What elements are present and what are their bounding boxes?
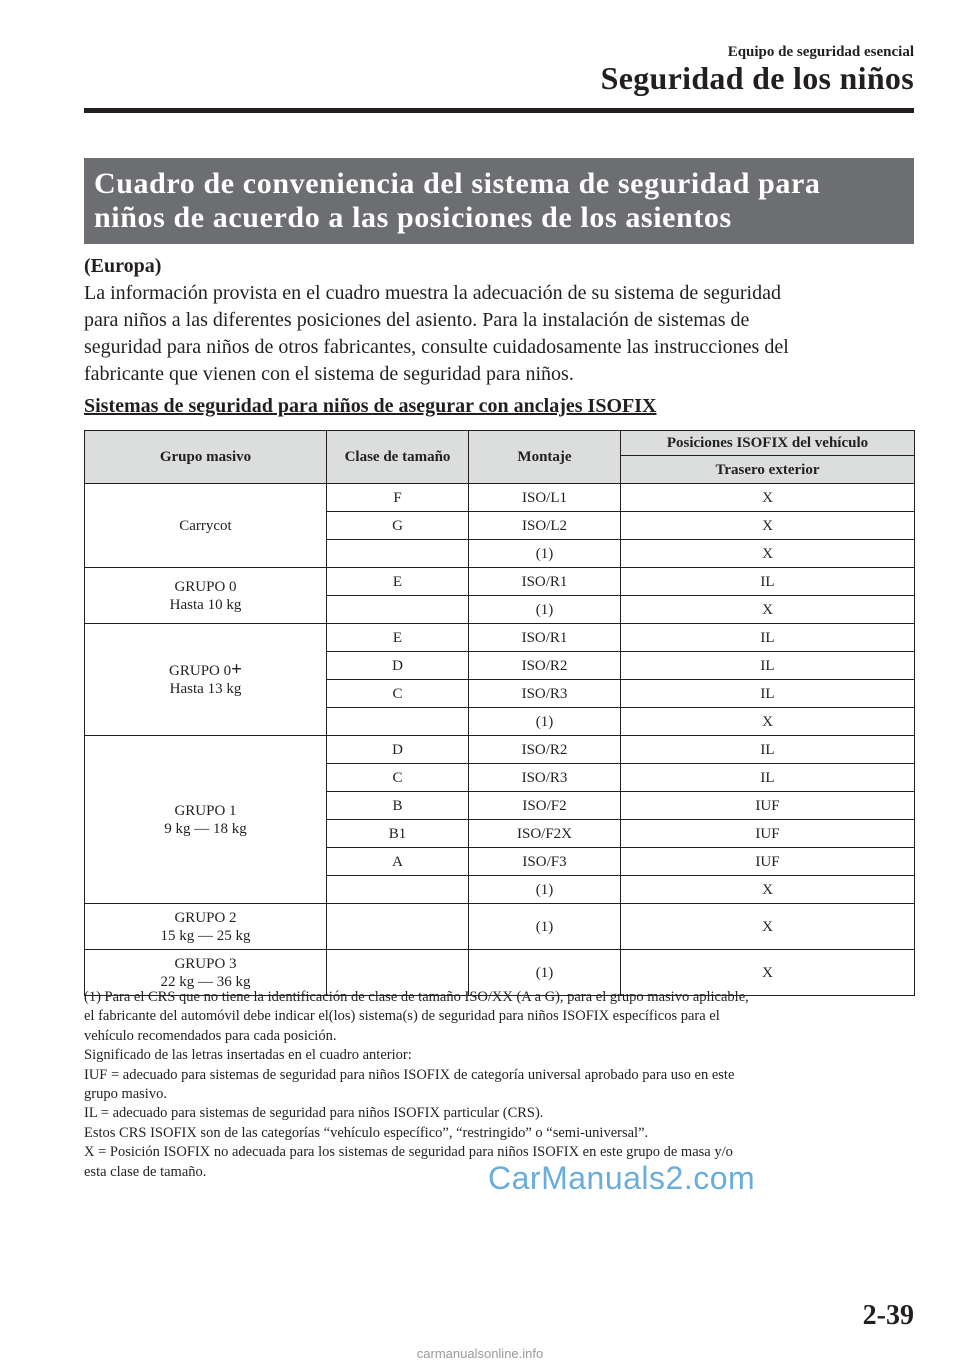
mounting-cell: (1) [469,904,621,950]
position-cell: X [621,904,915,950]
mounting-cell: ISO/R1 [469,624,621,652]
position-cell: X [621,596,915,624]
intro-line: La información provista en el cuadro muestra la adecuación de su sistema de seguridad [84,282,781,304]
position-cell: IL [621,624,915,652]
position-cell: IUF [621,848,915,876]
size-class-cell: C [327,764,469,792]
banner-line-2: niños de acuerdo a las posiciones de los asientos [94,201,732,234]
intro-paragraph [84,280,914,388]
footnote-line: (1) Para el CRS que no tiene la identificación de clase de tamaño ISO/XX (A a G), para el grupo masivo aplicable, [84,989,749,1005]
mounting-cell: (1) [469,876,621,904]
mounting-cell: ISO/R3 [469,764,621,792]
size-class-cell: E [327,624,469,652]
plus-icon: + [231,659,242,680]
group-name: Carrycot [179,517,232,534]
header-group: Grupo masivo [85,431,327,484]
region-label: (Europa) [84,255,162,277]
group-name: GRUPO 0 [174,578,237,595]
position-cell: IL [621,680,915,708]
table-row [85,568,915,596]
intro-line: seguridad para niños de otros fabricantes, consulte cuidadosamente las instrucciones del [84,336,789,358]
mounting-cell: ISO/F2 [469,792,621,820]
size-class-cell: B1 [327,820,469,848]
header-positions: Posiciones ISOFIX del vehículo [621,431,915,456]
group-cell [85,736,327,904]
section-banner [84,158,914,244]
mounting-cell: (1) [469,540,621,568]
mounting-cell: ISO/R3 [469,680,621,708]
group-name-text: GRUPO 0 [169,663,232,679]
footnotes [84,988,919,1182]
footnote-line: vehículo recomendados para cada posición. [84,1027,337,1044]
size-class-cell: E [327,568,469,596]
group-cell [85,568,327,624]
section-label: Equipo de seguridad esencial [727,44,914,60]
group-weight: Hasta 13 kg [169,681,242,697]
mounting-cell: (1) [469,708,621,736]
group-name: GRUPO 1 [174,802,237,819]
mounting-cell: ISO/F2X [469,820,621,848]
group-weight: 15 kg ― 25 kg [160,927,251,944]
footnote-line: Estos CRS ISOFIX son de las categorías “vehículo específico”, “restringido” o “semi-universal”. [84,1124,649,1141]
size-class-cell: D [327,652,469,680]
position-cell: X [621,540,915,568]
mounting-cell: ISO/L1 [469,484,621,512]
table-row [85,484,915,512]
group-cell [85,484,327,568]
position-cell: X [621,950,915,996]
position-cell: IL [621,764,915,792]
group-name [85,661,326,680]
header-mounting: Montaje [469,431,621,484]
position-cell: X [621,876,915,904]
page-number: 2-39 [862,1300,914,1331]
footnote-line: Significado de las letras insertadas en el cuadro anterior: [84,1047,412,1064]
header-rear-outer: Trasero exterior [621,456,915,484]
footnote-line: X = Posición ISOFIX no adecuada para los sistemas de seguridad para niños ISOFIX en este grupo de masa y/o [84,1144,733,1161]
mounting-cell: ISO/R2 [469,736,621,764]
mounting-cell: ISO/R1 [469,568,621,596]
size-class-cell: C [327,680,469,708]
size-class-cell: F [327,484,469,512]
banner-line-1: Cuadro de conveniencia del sistema de seguridad para [94,167,821,200]
footnote-line: grupo masivo. [84,1086,167,1103]
footnote-line: IUF = adecuado para sistemas de seguridad para niños ISOFIX de categoría universal aprobado para uso en este [84,1066,735,1083]
size-class-cell: G [327,512,469,540]
size-class-cell: D [327,736,469,764]
position-cell: IL [621,736,915,764]
isofix-table [84,430,915,996]
position-cell: X [621,708,915,736]
position-cell: X [621,512,915,540]
group-cell [85,904,327,950]
mounting-cell: ISO/F3 [469,848,621,876]
group-name: GRUPO 3 [174,955,237,972]
table-row [85,624,915,652]
mounting-cell: (1) [469,950,621,996]
table-heading: Sistemas de seguridad para niños de asegurar con anclajes ISOFIX [84,395,657,417]
footnote-line: esta clase de tamaño. [84,1163,207,1180]
size-class-cell [327,876,469,904]
group-weight: 9 kg ― 18 kg [164,820,247,837]
group-weight: 22 kg ― 36 kg [160,973,251,990]
position-cell: IL [621,568,915,596]
size-class-cell [327,540,469,568]
intro-line: para niños a las diferentes posiciones del asiento. Para la instalación de sistemas de [84,309,750,331]
watermark: CarManuals2.com [488,1160,756,1196]
size-class-cell: A [327,848,469,876]
size-class-cell [327,904,469,950]
position-cell: IUF [621,820,915,848]
group-cell [85,624,327,736]
mounting-cell: ISO/L2 [469,512,621,540]
mounting-cell: ISO/R2 [469,652,621,680]
position-cell: IUF [621,792,915,820]
page-title: Seguridad de los niños [600,60,914,96]
footnote-line: IL = adecuado para sistemas de seguridad para niños ISOFIX particular (CRS). [84,1105,544,1122]
size-class-cell: B [327,792,469,820]
position-cell: X [621,484,915,512]
mounting-cell: (1) [469,596,621,624]
size-class-cell [327,708,469,736]
header-size-class: Clase de tamaño [327,431,469,484]
intro-line: fabricante que vienen con el sistema de seguridad para niños. [84,363,574,385]
position-cell: IL [621,652,915,680]
header-rule [84,108,914,113]
group-name: GRUPO 2 [174,909,237,926]
group-weight: Hasta 10 kg [169,596,242,613]
table-row [85,736,915,764]
table-row [85,904,915,950]
footer-watermark: carmanualsonline.info [416,1346,544,1361]
size-class-cell [327,596,469,624]
footnote-line: el fabricante del automóvil debe indicar el(los) sistema(s) de seguridad para niños ISOFIX específicos para el [84,1008,720,1025]
